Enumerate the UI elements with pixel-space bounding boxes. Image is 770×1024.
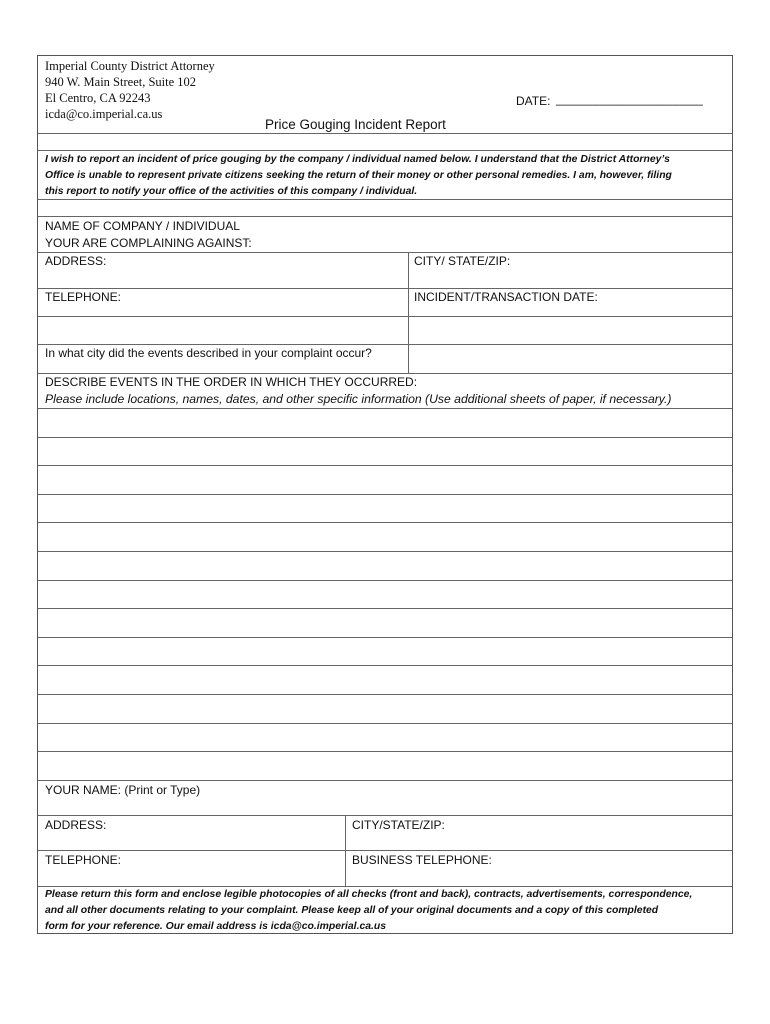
events-line (38, 751, 732, 752)
divider (38, 199, 732, 200)
events-line (38, 551, 732, 552)
divider (38, 133, 732, 134)
date-label: DATE: (516, 94, 551, 108)
divider (38, 850, 732, 851)
da-city: El Centro, CA 92243 (45, 91, 151, 105)
footer-line: form for your reference. Our email address is icda@co.imperial.ca.us (45, 921, 387, 932)
your-address-label: ADDRESS: (45, 818, 107, 832)
events-line (38, 608, 732, 609)
business-telephone-label: BUSINESS TELEPHONE: (352, 853, 492, 867)
events-line (38, 437, 732, 438)
events-line (38, 665, 732, 666)
your-city-label: CITY/STATE/ZIP: (352, 818, 445, 832)
price-gouging-form (37, 55, 733, 934)
divider (38, 252, 732, 253)
events-line (38, 522, 732, 523)
events-line (38, 780, 732, 781)
da-street: 940 W. Main Street, Suite 102 (45, 75, 197, 89)
column-divider (408, 252, 409, 373)
divider (38, 216, 732, 217)
your-name-label: YOUR NAME: (Print or Type) (45, 783, 201, 797)
statement-line: Office is unable to represent private citizens seeking the return of their money or other personal remedies. I am, however, filing (45, 170, 672, 181)
events-label: DESCRIBE EVENTS IN THE ORDER IN WHICH THEY OCCURRED: (45, 375, 418, 389)
company-telephone-label: TELEPHONE: (45, 290, 122, 304)
company-name-label: YOUR ARE COMPLAINING AGAINST: (45, 236, 252, 250)
statement-line: I wish to report an incident of price gouging by the company / individual named below. I understand that the District Attorney’s (45, 154, 670, 165)
events-line (38, 580, 732, 581)
da-name: Imperial County District Attorney (45, 59, 215, 73)
events-instruction: Please include locations, names, dates, and other specific information (Use additional sheets of paper, if necessary.) (45, 392, 672, 406)
company-city-label: CITY/ STATE/ZIP: (414, 254, 511, 268)
date-field[interactable]: ______________________ (556, 92, 703, 106)
footer-line: and all other documents relating to your complaint. Please keep all of your original documents and a copy of this completed (45, 905, 659, 916)
company-address-label: ADDRESS: (45, 254, 107, 268)
your-telephone-label: TELEPHONE: (45, 853, 122, 867)
events-line (38, 494, 732, 495)
page-title: Price Gouging Incident Report (265, 117, 446, 132)
events-line (38, 694, 732, 695)
incident-date-label: INCIDENT/TRANSACTION DATE: (414, 290, 598, 304)
incident-city-question: In what city did the events described in your complaint occur? (45, 346, 372, 360)
footer-line: Please return this form and enclose legible photocopies of all checks (front and back), contracts, advertisements, correspondence, (45, 889, 693, 900)
events-line (38, 723, 732, 724)
divider (38, 316, 732, 317)
company-name-label: NAME OF COMPANY / INDIVIDUAL (45, 219, 240, 233)
divider (38, 815, 732, 816)
events-line (38, 408, 732, 409)
da-email: icda@co.imperial.ca.us (45, 107, 163, 121)
events-line (38, 637, 732, 638)
divider (38, 288, 732, 289)
events-line (38, 465, 732, 466)
statement-line: this report to notify your office of the activities of this company / individual. (45, 186, 418, 197)
